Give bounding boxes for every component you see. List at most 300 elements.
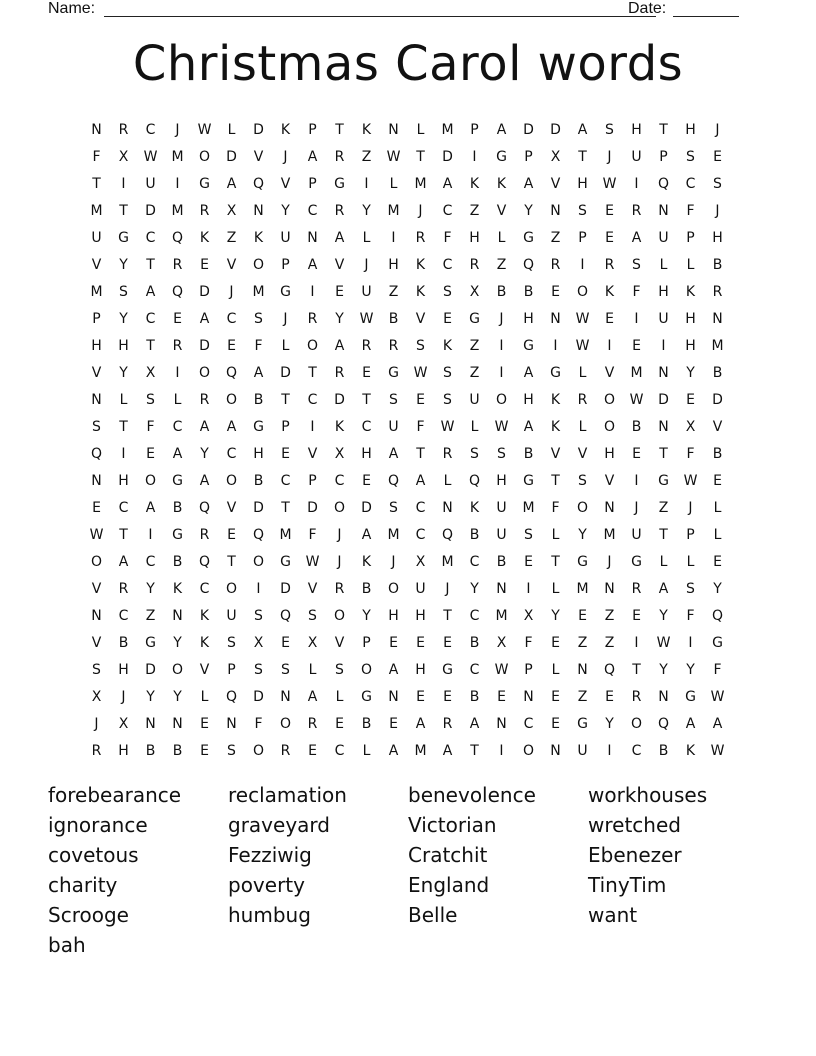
grid-cell: Q — [468, 472, 481, 489]
grid-cell: W — [305, 553, 320, 570]
header — [48, 0, 748, 20]
grid-cell: B — [712, 445, 723, 462]
grid-cell: K — [604, 283, 615, 300]
grid-cell: A — [685, 715, 696, 732]
grid-cell: F — [632, 283, 641, 300]
grid-cell: O — [198, 148, 211, 165]
grid-cell: C — [469, 607, 480, 624]
grid-cell: I — [364, 175, 369, 192]
grid-cell: B — [253, 391, 264, 408]
grid-cell: G — [496, 148, 507, 165]
word-list-item: poverty — [228, 873, 305, 897]
grid-cell: V — [91, 580, 102, 597]
grid-cell: C — [280, 472, 291, 489]
grid-cell: F — [686, 202, 695, 219]
grid-cell: X — [550, 148, 561, 165]
grid-cell: S — [254, 607, 263, 624]
grid-cell: X — [307, 634, 318, 651]
grid-cell: Y — [119, 256, 128, 273]
grid-cell: N — [253, 202, 264, 219]
grid-cell: E — [389, 634, 398, 651]
grid-cell: A — [577, 121, 588, 138]
grid-cell: N — [496, 715, 507, 732]
grid-cell: G — [523, 472, 534, 489]
grid-cell: C — [334, 472, 345, 489]
grid-cell: E — [551, 688, 560, 705]
grid-cell: T — [551, 553, 560, 570]
grid-cell: K — [685, 283, 696, 300]
grid-cell: M — [441, 121, 454, 138]
grid-cell: U — [631, 148, 642, 165]
word-list-item: want — [588, 903, 638, 927]
grid-cell: R — [199, 202, 210, 219]
grid-cell: V — [199, 661, 210, 678]
grid-cell: O — [279, 715, 292, 732]
grid-cell: D — [442, 148, 453, 165]
grid-cell: H — [631, 121, 642, 138]
grid-cell: I — [310, 418, 315, 435]
grid-cell: R — [91, 742, 102, 759]
grid-cell: C — [118, 607, 129, 624]
grid-cell: A — [415, 472, 426, 489]
grid-cell: L — [281, 337, 290, 354]
grid-cell: A — [334, 337, 345, 354]
grid-cell: H — [388, 607, 399, 624]
grid-cell: N — [145, 715, 156, 732]
grid-cell: T — [659, 445, 668, 462]
grid-cell: T — [146, 256, 155, 273]
grid-cell: Z — [469, 337, 480, 354]
word-list-item: forebearance — [48, 783, 182, 807]
grid-cell: L — [470, 418, 479, 435]
grid-cell: N — [91, 391, 102, 408]
grid-cell: G — [523, 337, 534, 354]
grid-cell: N — [658, 202, 669, 219]
grid-cell: G — [388, 364, 399, 381]
grid-cell: F — [524, 634, 533, 651]
grid-cell: Y — [713, 580, 722, 597]
grid-cell: X — [226, 202, 237, 219]
grid-cell: E — [200, 742, 209, 759]
grid-cell: F — [416, 418, 425, 435]
word-list — [48, 780, 768, 960]
grid-cell: B — [496, 553, 507, 570]
grid-cell: L — [335, 688, 344, 705]
grid-cell: Y — [524, 202, 533, 219]
grid-cell: N — [388, 688, 399, 705]
grid-cell: M — [171, 148, 184, 165]
grid-cell: R — [712, 283, 723, 300]
grid-cell: M — [387, 526, 400, 543]
grid-cell: E — [686, 391, 695, 408]
grid-cell: K — [334, 418, 345, 435]
grid-cell: H — [523, 391, 534, 408]
grid-cell: J — [364, 256, 369, 273]
grid-cell: B — [118, 634, 129, 651]
grid-cell: Y — [551, 607, 560, 624]
grid-cell: V — [280, 175, 291, 192]
grid-cell: F — [443, 229, 452, 246]
grid-cell: V — [91, 634, 102, 651]
grid-cell: S — [92, 418, 101, 435]
grid-cell: G — [334, 175, 345, 192]
grid-cell: T — [551, 472, 560, 489]
word-list-item: Cratchit — [408, 843, 488, 867]
grid-cell: B — [172, 499, 183, 516]
grid-cell: I — [634, 310, 639, 327]
grid-cell: S — [389, 499, 398, 516]
grid-cell: A — [442, 175, 453, 192]
grid-cell: U — [658, 310, 669, 327]
grid-cell: O — [90, 553, 103, 570]
grid-cell: U — [658, 229, 669, 246]
grid-cell: I — [553, 337, 558, 354]
grid-cell: H — [604, 445, 615, 462]
grid-cell: E — [200, 256, 209, 273]
grid-cell: I — [526, 580, 531, 597]
grid-cell: I — [607, 742, 612, 759]
grid-cell: Q — [90, 445, 103, 462]
grid-cell: K — [172, 580, 183, 597]
grid-cell: V — [91, 256, 102, 273]
grid-cell: Y — [470, 580, 479, 597]
grid-cell: R — [199, 526, 210, 543]
grid-cell: T — [308, 364, 317, 381]
word-list-item: graveyard — [228, 813, 330, 837]
grid-cell: E — [416, 634, 425, 651]
grid-cell: I — [148, 526, 153, 543]
grid-cell: A — [469, 715, 480, 732]
grid-cell: K — [361, 121, 372, 138]
grid-cell: W — [494, 418, 509, 435]
grid-cell: O — [306, 337, 319, 354]
grid-cell: R — [334, 580, 345, 597]
grid-cell: G — [172, 526, 183, 543]
grid-cell: E — [713, 553, 722, 570]
grid-cell: V — [307, 580, 318, 597]
grid-cell: Q — [387, 472, 400, 489]
grid-cell: S — [686, 148, 695, 165]
grid-cell: I — [310, 283, 315, 300]
grid-cell: D — [199, 283, 210, 300]
grid-cell: G — [577, 553, 588, 570]
grid-cell: S — [443, 391, 452, 408]
grid-cell: R — [118, 121, 129, 138]
grid-cell: O — [576, 283, 589, 300]
grid-cell: T — [416, 148, 425, 165]
grid-cell: C — [469, 661, 480, 678]
grid-cell: I — [499, 337, 504, 354]
grid-cell: B — [469, 688, 480, 705]
grid-cell: E — [92, 499, 101, 516]
grid-cell: P — [308, 121, 317, 138]
grid-cell: E — [443, 688, 452, 705]
grid-cell: Q — [252, 526, 265, 543]
grid-cell: I — [121, 445, 126, 462]
grid-cell: U — [469, 391, 480, 408]
grid-cell: Z — [145, 607, 156, 624]
grid-cell: E — [362, 472, 371, 489]
grid-cell: J — [94, 715, 99, 732]
grid-cell: W — [575, 337, 590, 354]
grid-cell: B — [145, 742, 156, 759]
grid-cell: P — [524, 661, 533, 678]
grid-cell: Z — [577, 688, 588, 705]
grid-cell: M — [522, 499, 535, 516]
grid-cell: Y — [173, 688, 182, 705]
grid-cell: N — [604, 499, 615, 516]
grid-cell: D — [550, 121, 561, 138]
grid-cell: C — [145, 553, 156, 570]
grid-cell: T — [281, 391, 290, 408]
grid-cell: E — [551, 634, 560, 651]
grid-cell: M — [630, 364, 643, 381]
grid-cell: A — [523, 364, 534, 381]
grid-cell: L — [578, 418, 587, 435]
grid-cell: A — [388, 742, 399, 759]
grid-cell: C — [145, 229, 156, 246]
grid-cell: G — [442, 661, 453, 678]
word-list-item: TinyTim — [588, 873, 667, 897]
grid-cell: L — [200, 688, 209, 705]
grid-cell: Q — [603, 661, 616, 678]
grid-cell: D — [226, 148, 237, 165]
word-list-item: ignorance — [48, 813, 148, 837]
grid-cell: K — [415, 283, 426, 300]
grid-cell: N — [550, 310, 561, 327]
grid-cell: U — [415, 580, 426, 597]
grid-cell: I — [634, 634, 639, 651]
grid-cell: Y — [659, 661, 668, 678]
grid-cell: V — [712, 418, 723, 435]
grid-cell: G — [631, 553, 642, 570]
grid-cell: R — [550, 256, 561, 273]
grid-cell: P — [92, 310, 101, 327]
grid-cell: W — [359, 310, 374, 327]
grid-cell: K — [361, 553, 372, 570]
grid-cell: V — [415, 310, 426, 327]
grid-cell: A — [199, 418, 210, 435]
grid-cell: W — [89, 526, 104, 543]
grid-cell: G — [199, 175, 210, 192]
word-list-item: England — [408, 873, 490, 897]
grid-cell: H — [469, 229, 480, 246]
grid-cell: T — [632, 661, 641, 678]
grid-cell: K — [199, 229, 210, 246]
grid-cell: E — [200, 715, 209, 732]
grid-cell: W — [683, 472, 698, 489]
grid-cell: O — [225, 391, 238, 408]
grid-cell: A — [226, 418, 237, 435]
grid-cell: J — [283, 310, 288, 327]
grid-cell: K — [685, 742, 696, 759]
grid-cell: T — [470, 742, 479, 759]
grid-cell: Z — [469, 202, 480, 219]
grid-cell: A — [712, 715, 723, 732]
grid-cell: A — [523, 418, 534, 435]
grid-cell: U — [388, 418, 399, 435]
grid-cell: S — [254, 661, 263, 678]
grid-cell: X — [145, 364, 156, 381]
grid-cell: S — [443, 283, 452, 300]
grid-cell: A — [388, 445, 399, 462]
grid-cell: U — [496, 526, 507, 543]
grid-cell: Y — [119, 364, 128, 381]
grid-cell: N — [91, 472, 102, 489]
grid-cell: A — [415, 715, 426, 732]
grid-cell: S — [470, 445, 479, 462]
grid-cell: L — [362, 742, 371, 759]
grid-cell: Z — [604, 634, 615, 651]
grid-cell: T — [416, 445, 425, 462]
grid-cell: R — [631, 580, 642, 597]
grid-cell: N — [442, 499, 453, 516]
grid-cell: O — [225, 580, 238, 597]
grid-cell: F — [92, 148, 101, 165]
grid-cell: T — [227, 553, 236, 570]
grid-cell: Q — [252, 175, 265, 192]
grid-cell: T — [146, 337, 155, 354]
grid-cell: G — [712, 634, 723, 651]
grid-cell: J — [175, 121, 180, 138]
grid-cell: M — [90, 283, 103, 300]
grid-cell: W — [197, 121, 212, 138]
grid-cell: G — [469, 310, 480, 327]
grid-cell: M — [603, 526, 616, 543]
grid-cell: D — [253, 121, 264, 138]
grid-cell: A — [388, 661, 399, 678]
grid-cell: C — [307, 202, 318, 219]
grid-cell: Y — [578, 526, 587, 543]
grid-cell: N — [550, 202, 561, 219]
grid-cell: Q — [171, 229, 184, 246]
grid-cell: N — [577, 661, 588, 678]
grid-cell: G — [658, 472, 669, 489]
grid-cell: Y — [146, 688, 155, 705]
grid-cell: L — [416, 121, 425, 138]
grid-cell: M — [279, 526, 292, 543]
grid-cell: R — [361, 337, 372, 354]
grid-cell: M — [414, 175, 427, 192]
grid-cell: E — [227, 337, 236, 354]
grid-cell: O — [360, 661, 373, 678]
grid-cell: A — [307, 256, 318, 273]
grid-cell: L — [713, 526, 722, 543]
grid-cell: B — [658, 742, 669, 759]
grid-cell: V — [550, 445, 561, 462]
grid-cell: H — [685, 337, 696, 354]
grid-cell: A — [118, 553, 129, 570]
grid-cell: O — [522, 742, 535, 759]
grid-cell: V — [307, 445, 318, 462]
grid-cell: S — [227, 634, 236, 651]
word-list-item: humbug — [228, 903, 311, 927]
grid-cell: S — [686, 580, 695, 597]
grid-cell: N — [91, 121, 102, 138]
grid-cell: H — [118, 472, 129, 489]
grid-cell: I — [175, 175, 180, 192]
grid-cell: T — [119, 202, 128, 219]
grid-cell: U — [631, 526, 642, 543]
grid-cell: F — [686, 607, 695, 624]
grid-cell: O — [252, 742, 265, 759]
grid-cell: V — [334, 256, 345, 273]
grid-cell: E — [281, 634, 290, 651]
grid-cell: G — [577, 715, 588, 732]
grid-cell: N — [604, 580, 615, 597]
grid-cell: S — [92, 661, 101, 678]
name-label: Name: — [48, 0, 96, 17]
grid-cell: S — [227, 742, 236, 759]
grid-cell: P — [362, 634, 371, 651]
grid-cell: E — [416, 688, 425, 705]
grid-cell: J — [715, 121, 720, 138]
grid-cell: M — [711, 337, 724, 354]
grid-cell: K — [550, 418, 561, 435]
grid-cell: E — [173, 310, 182, 327]
grid-cell: J — [688, 499, 693, 516]
grid-cell: J — [121, 688, 126, 705]
grid-cell: R — [280, 742, 291, 759]
grid-cell: Y — [281, 202, 290, 219]
word-list-item: Ebenezer — [588, 843, 682, 867]
grid-cell: K — [280, 121, 291, 138]
grid-cell: O — [144, 472, 157, 489]
grid-cell: C — [415, 526, 426, 543]
grid-cell: Q — [657, 175, 670, 192]
grid-cell: K — [496, 175, 507, 192]
grid-cell: P — [470, 121, 479, 138]
grid-cell: Y — [362, 202, 371, 219]
grid-cell: A — [307, 148, 318, 165]
letter-grid — [83, 116, 731, 764]
grid-cell: A — [199, 472, 210, 489]
grid-cell: U — [577, 742, 588, 759]
grid-cell: S — [254, 310, 263, 327]
grid-cell: O — [252, 553, 265, 570]
grid-cell: R — [334, 148, 345, 165]
grid-cell: E — [335, 283, 344, 300]
grid-cell: E — [605, 688, 614, 705]
grid-cell: V — [226, 256, 237, 273]
grid-cell: B — [388, 310, 399, 327]
grid-cell: E — [281, 445, 290, 462]
grid-cell: C — [442, 202, 453, 219]
grid-cell: D — [199, 337, 210, 354]
grid-cell: L — [443, 472, 452, 489]
grid-cell: Z — [604, 607, 615, 624]
grid-cell: E — [632, 607, 641, 624]
grid-cell: I — [499, 742, 504, 759]
grid-cell: A — [226, 175, 237, 192]
grid-cell: K — [199, 634, 210, 651]
grid-cell: H — [253, 445, 264, 462]
word-list-item: Scrooge — [48, 903, 129, 927]
grid-cell: C — [118, 499, 129, 516]
grid-cell: A — [361, 526, 372, 543]
grid-cell: R — [631, 688, 642, 705]
grid-cell: F — [254, 337, 263, 354]
grid-cell: I — [121, 175, 126, 192]
grid-cell: E — [335, 715, 344, 732]
grid-cell: D — [145, 661, 156, 678]
grid-cell: P — [308, 472, 317, 489]
word-list-item: bah — [48, 933, 86, 957]
grid-cell: A — [145, 283, 156, 300]
grid-cell: U — [361, 283, 372, 300]
grid-cell: I — [634, 175, 639, 192]
grid-cell: S — [578, 472, 587, 489]
